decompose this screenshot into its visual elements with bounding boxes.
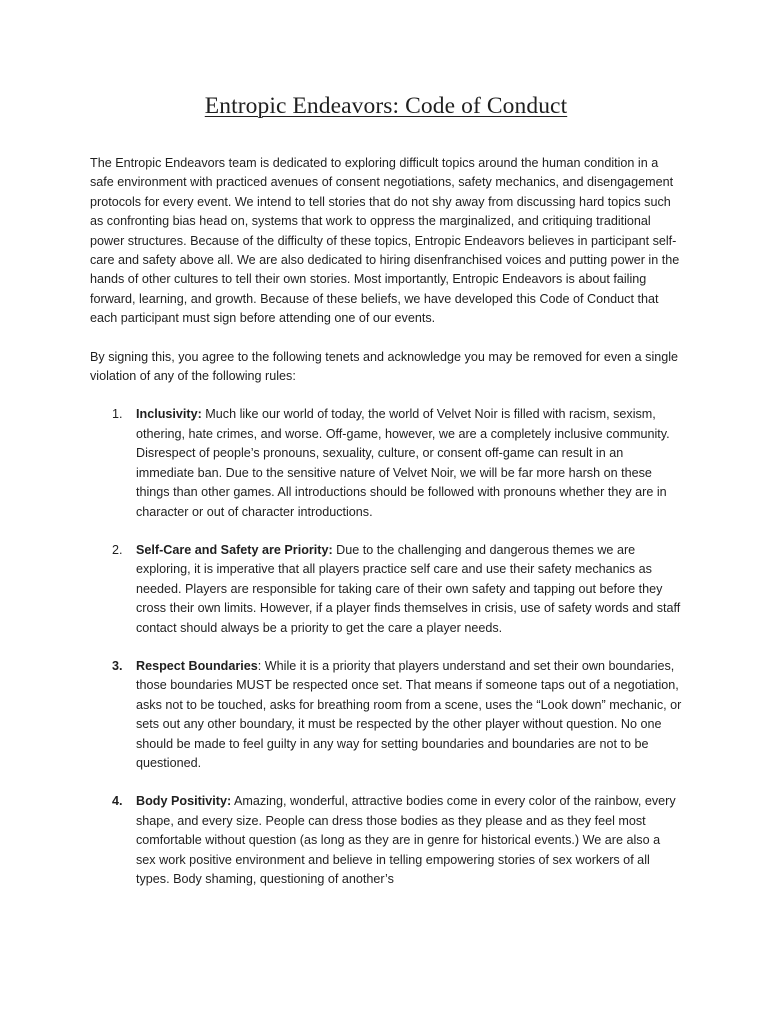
rule-number: 3.: [112, 658, 123, 673]
agreement-paragraph: By signing this, you agree to the following tenets and acknowledge you may be removed for even a single violation of any of the following rules:: [90, 349, 679, 384]
intro-paragraph: The Entropic Endeavors team is dedicated to exploring difficult topics around the human condition in a safe environment with practiced avenues of consent negotiations, safety mechanics, and disengagement protocols for every event. We intend to tell stories that do not shy away from discussing hard topics such as confronting bias head on, systems that work to oppress the marginalized, and critiquing traditional power structures. Because of the difficulty of these topics, Entropic Endeavors believes in participant self-care and safety above all. We are also dedicated to hiring disenfranchised voices and putting power in the hands of other cultures to tell their own stories. Most importantly, Entropic Endeavors is about failing forward, learning, and growth. Because of these beliefs, we have developed this Code of Conduct that each participant must sign before attending one of our events.: [90, 156, 680, 326]
rule-heading: Self-Care and Safety are Priority:: [136, 542, 333, 557]
rule-text: Amazing, wonderful, attractive bodies come in every color of the rainbow, every shape, and every size. People can dress those bodies as they please and as they feel most comfortable without question (as long as they are in genre for historical events.) We are also a sex work positive environment and believe in telling empowering stories of sex workers of all types. Body shaming, questioning of another’s: [136, 794, 676, 886]
rule-text: Much like our world of today, the world of Velvet Noir is filled with racism, sexism, othering, hate crimes, and worse. Off-game, however, we are a completely inclusive community. Disrespect of people’s pronouns, sexuality, culture, or consent off-game can result in an immediate ban. Due to the sensitive nature of Velvet Noir, we will be far more harsh on these things than other games. All introductions should be followed with pronouns whether they are in character or out of character introductions.: [136, 407, 670, 519]
document-page: [90, 92, 682, 908]
rule-number: 2.: [112, 542, 123, 557]
rule-heading: Respect Boundaries: [136, 658, 258, 673]
rule-text: Due to the challenging and dangerous themes we are exploring, it is imperative that all players practice self care and use their safety mechanics as needed. Players are responsible for taking care of their own safety and tapping out before they cross their own limits. However, if a player finds themselves in crisis, use of safety words and staff contact should always be a priority to get the care a player needs.: [136, 542, 681, 635]
rule-number: 4.: [112, 794, 123, 809]
document-title: Entropic Endeavors: Code of Conduct: [204, 93, 568, 119]
rules-list: [90, 405, 682, 889]
rule-respect-boundaries: [90, 657, 682, 773]
rule-heading: Body Positivity:: [136, 794, 232, 809]
rule-body-positivity: [90, 792, 682, 889]
rule-inclusivity: [90, 405, 682, 521]
rule-text: : While it is a priority that players understand and set their own boundaries, those boundaries MUST be respected once set. That means if someone taps out of a negotiation, asks not to be touched, asks for breathing room from a scene, uses the “Look down” mechanic, or sets out any other boundary, it must be respected by the other player without question. No one should be made to feel guilty in any way for setting boundaries and boundaries are not to be questioned.: [136, 658, 682, 770]
rule-number: 1.: [112, 407, 123, 422]
rule-heading: Inclusivity:: [136, 407, 202, 422]
rule-self-care-safety: [90, 541, 682, 638]
